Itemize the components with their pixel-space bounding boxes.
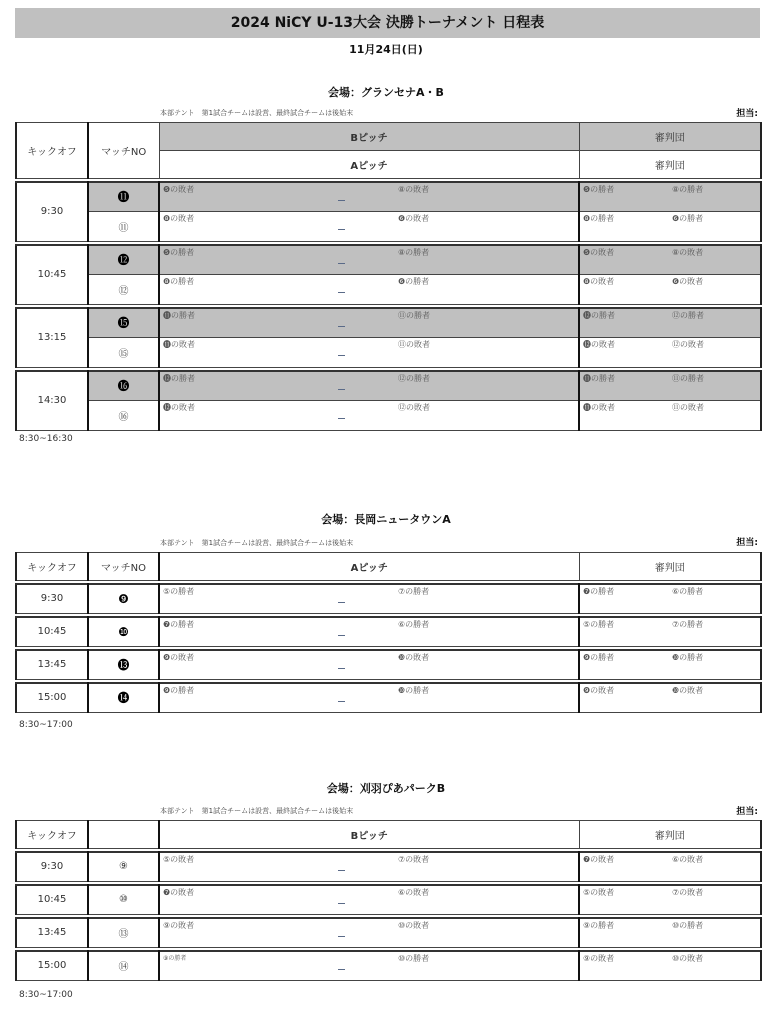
header-referee: 審判団 <box>579 821 761 849</box>
date-label: 11月24日(日) <box>349 43 423 56</box>
pitch-cell <box>159 308 579 338</box>
referee-2: ❻の勝者 <box>672 214 704 223</box>
match-no: ⓫ <box>88 182 159 212</box>
score-dash <box>338 389 345 390</box>
pitch-cell <box>159 951 579 981</box>
pitch-cell <box>159 885 579 915</box>
tanto-label-1: 担当: <box>736 109 758 119</box>
match-no: ❾ <box>88 584 159 614</box>
table-row <box>16 584 761 614</box>
team-1: ⑤の敗者 <box>163 854 195 864</box>
team-2: ❿の勝者 <box>398 685 430 695</box>
referee-1: ⓬の勝者 <box>583 310 615 320</box>
score-dash <box>338 936 345 937</box>
referee-1: ⑨の勝者 <box>583 920 615 930</box>
header-kickoff: キックオフ <box>16 821 88 849</box>
match-no: ⓯ <box>88 308 159 338</box>
header-referee: 審判団 <box>579 553 761 581</box>
team-2: ⑪の敗者 <box>398 340 430 349</box>
table-row <box>16 182 761 212</box>
team-1: ⑨の勝者 <box>163 954 187 962</box>
team-2: ⑪の勝者 <box>398 310 430 320</box>
team-1: ⑤の勝者 <box>163 586 195 596</box>
pitch-cell <box>159 275 579 305</box>
venue-hours-3: 8:30~17:00 <box>19 990 73 1000</box>
score-dash <box>338 200 345 201</box>
referee-2: ⑫の勝者 <box>672 310 704 320</box>
pitch-cell <box>159 650 579 680</box>
team-2: ❻の敗者 <box>398 214 430 223</box>
header-match-no <box>88 821 159 849</box>
referee-2: ❿の勝者 <box>672 652 704 662</box>
referee-1: ❾の敗者 <box>583 685 615 695</box>
kickoff-time: 9:30 <box>16 584 88 614</box>
schedule-table-3 <box>15 820 762 981</box>
referee-2: ⑫の敗者 <box>672 340 704 349</box>
pitch-cell <box>159 852 579 882</box>
referee-1: ⓫の勝者 <box>583 373 615 383</box>
match-no: ⑨ <box>88 852 159 882</box>
match-no: ⑮ <box>88 338 159 368</box>
team-1: ❼の敗者 <box>163 887 195 897</box>
referee-cell <box>579 182 761 212</box>
pitch-cell <box>159 617 579 647</box>
pitch-cell <box>159 918 579 948</box>
team-1: ⓫の敗者 <box>163 340 195 349</box>
kickoff-time: 15:00 <box>16 683 88 713</box>
referee-2: ⑥の敗者 <box>672 854 704 864</box>
pitch-cell <box>159 371 579 401</box>
match-no: ❿ <box>88 617 159 647</box>
match-no: ⑫ <box>88 275 159 305</box>
score-dash <box>338 668 345 669</box>
schedule-table-2 <box>15 552 762 713</box>
venue-hours-2: 8:30~17:00 <box>19 720 73 730</box>
referee-1: ⑤の勝者 <box>583 619 615 629</box>
header-pitch: Bピッチ <box>159 821 579 849</box>
table-row <box>16 338 761 368</box>
score-dash <box>338 969 345 970</box>
score-dash <box>338 635 345 636</box>
kickoff-time: 10:45 <box>16 245 88 305</box>
match-no: ⑭ <box>88 951 159 981</box>
team-2: ⑥の敗者 <box>398 887 430 897</box>
referee-cell <box>579 951 761 981</box>
referee-1: ⑤の敗者 <box>583 887 615 897</box>
referee-2: ❿の敗者 <box>672 685 704 695</box>
referee-cell <box>579 245 761 275</box>
tanto-label-3: 担当: <box>736 807 758 817</box>
referee-2: ⑦の勝者 <box>672 619 704 629</box>
schedule-table-1 <box>15 122 762 431</box>
table-row <box>16 212 761 242</box>
team-1: ❼の勝者 <box>163 619 195 629</box>
referee-2: ⑩の敗者 <box>672 953 704 963</box>
table-row <box>16 683 761 713</box>
referee-cell <box>579 338 761 368</box>
venue-note-1: 本部テント 第1試合チームは設営、最終試合チームは後始末 <box>160 109 354 117</box>
kickoff-time: 13:15 <box>16 308 88 368</box>
referee-2: ❻の敗者 <box>672 277 704 286</box>
venue-title-3: 会場：刈羽ぴあパークB <box>326 782 446 795</box>
table-row <box>16 308 761 338</box>
table-row <box>16 650 761 680</box>
score-dash <box>338 229 345 230</box>
match-no: ⑬ <box>88 918 159 948</box>
kickoff-time: 13:45 <box>16 650 88 680</box>
tanto-label-2: 担当: <box>736 538 758 548</box>
header-pitch-a: Aピッチ <box>159 151 579 179</box>
team-2: ❿の敗者 <box>398 652 430 662</box>
referee-1: ❺の敗者 <box>583 247 615 257</box>
referee-cell <box>579 275 761 305</box>
pitch-cell <box>159 401 579 431</box>
score-dash <box>338 326 345 327</box>
referee-1: ❼の敗者 <box>583 854 615 864</box>
team-2: ❻の勝者 <box>398 277 430 286</box>
team-2: ⑫の敗者 <box>398 403 430 412</box>
table-row <box>16 951 761 981</box>
venue-title-2: 会場：長岡ニュータウンA <box>321 513 451 526</box>
header-referee-b: 審判団 <box>579 123 761 151</box>
team-2: ⑩の勝者 <box>398 953 430 963</box>
team-1: ⓬の敗者 <box>163 403 195 412</box>
score-dash <box>338 602 345 603</box>
team-1: ❺の敗者 <box>163 184 195 194</box>
table-row <box>16 918 761 948</box>
header-pitch-b: Bピッチ <box>159 123 579 151</box>
pitch-cell <box>159 338 579 368</box>
referee-1: ⓬の敗者 <box>583 340 615 349</box>
referee-2: ⑩の勝者 <box>672 920 704 930</box>
score-dash <box>338 903 345 904</box>
score-dash <box>338 418 345 419</box>
referee-cell <box>579 617 761 647</box>
match-no: ⑯ <box>88 401 159 431</box>
kickoff-time: 14:30 <box>16 371 88 431</box>
kickoff-time: 10:45 <box>16 617 88 647</box>
referee-1: ❽の勝者 <box>583 214 615 223</box>
team-2: ⑫の勝者 <box>398 373 430 383</box>
team-1: ⓫の勝者 <box>163 310 195 320</box>
referee-cell <box>579 584 761 614</box>
team-2: ⑥の勝者 <box>398 619 430 629</box>
score-dash <box>338 701 345 702</box>
team-2: ⑩の敗者 <box>398 920 430 930</box>
pitch-cell <box>159 584 579 614</box>
referee-cell <box>579 212 761 242</box>
header-kickoff: キックオフ <box>16 123 88 179</box>
table-row <box>16 371 761 401</box>
score-dash <box>338 355 345 356</box>
referee-2: ⑧の勝者 <box>672 184 704 194</box>
referee-cell <box>579 371 761 401</box>
match-no: ⓰ <box>88 371 159 401</box>
team-1: ⑨の敗者 <box>163 920 195 930</box>
header-match-no: マッチNO <box>88 123 159 179</box>
team-1: ❽の敗者 <box>163 214 195 223</box>
referee-2: ⑪の敗者 <box>672 403 704 412</box>
table-row <box>16 245 761 275</box>
pitch-cell <box>159 683 579 713</box>
score-dash <box>338 263 345 264</box>
page-title: 2024 NiCY U-13大会 決勝トーナメント 日程表 <box>15 8 760 38</box>
team-1: ❾の敗者 <box>163 652 195 662</box>
header-match-no: マッチNO <box>88 553 159 581</box>
table-row <box>16 275 761 305</box>
referee-1: ❺の勝者 <box>583 184 615 194</box>
referee-1: ⓫の敗者 <box>583 403 615 412</box>
referee-2: ⑦の敗者 <box>672 887 704 897</box>
pitch-cell <box>159 212 579 242</box>
team-2: ⑧の敗者 <box>398 184 430 194</box>
score-dash <box>338 292 345 293</box>
score-dash <box>338 870 345 871</box>
referee-1: ⑨の敗者 <box>583 953 615 963</box>
match-no: ⑪ <box>88 212 159 242</box>
kickoff-time: 9:30 <box>16 852 88 882</box>
referee-cell <box>579 885 761 915</box>
match-no: ⓭ <box>88 650 159 680</box>
match-no: ⓬ <box>88 245 159 275</box>
referee-2: ⑧の敗者 <box>672 247 704 257</box>
venue-note-3: 本部テント 第1試合チームは設営、最終試合チームは後始末 <box>160 807 354 815</box>
kickoff-time: 9:30 <box>16 182 88 242</box>
venue-title-1: 会場：グランセナA・B <box>328 86 444 99</box>
referee-cell <box>579 918 761 948</box>
team-1: ⓬の勝者 <box>163 373 195 383</box>
match-no: ⑩ <box>88 885 159 915</box>
referee-1: ❾の勝者 <box>583 652 615 662</box>
pitch-cell <box>159 182 579 212</box>
referee-cell <box>579 308 761 338</box>
referee-1: ❽の敗者 <box>583 277 615 286</box>
header-pitch: Aピッチ <box>159 553 579 581</box>
table-row <box>16 401 761 431</box>
venue-hours-1: 8:30~16:30 <box>19 434 73 444</box>
pitch-cell <box>159 245 579 275</box>
match-no: ⓮ <box>88 683 159 713</box>
header-referee-a: 審判団 <box>579 151 761 179</box>
team-2: ⑦の敗者 <box>398 854 430 864</box>
kickoff-time: 15:00 <box>16 951 88 981</box>
table-row <box>16 885 761 915</box>
referee-cell <box>579 852 761 882</box>
kickoff-time: 13:45 <box>16 918 88 948</box>
venue-note-2: 本部テント 第1試合チームは設営、最終試合チームは後始末 <box>160 539 354 547</box>
team-2: ⑦の勝者 <box>398 586 430 596</box>
table-row <box>16 852 761 882</box>
referee-cell <box>579 650 761 680</box>
kickoff-time: 10:45 <box>16 885 88 915</box>
team-1: ❺の勝者 <box>163 247 195 257</box>
team-1: ❽の勝者 <box>163 277 195 286</box>
referee-1: ❼の勝者 <box>583 586 615 596</box>
referee-cell <box>579 401 761 431</box>
referee-2: ⑪の勝者 <box>672 373 704 383</box>
header-kickoff: キックオフ <box>16 553 88 581</box>
team-1: ❾の勝者 <box>163 685 195 695</box>
referee-2: ⑥の勝者 <box>672 586 704 596</box>
table-row <box>16 617 761 647</box>
referee-cell <box>579 683 761 713</box>
team-2: ⑧の勝者 <box>398 247 430 257</box>
